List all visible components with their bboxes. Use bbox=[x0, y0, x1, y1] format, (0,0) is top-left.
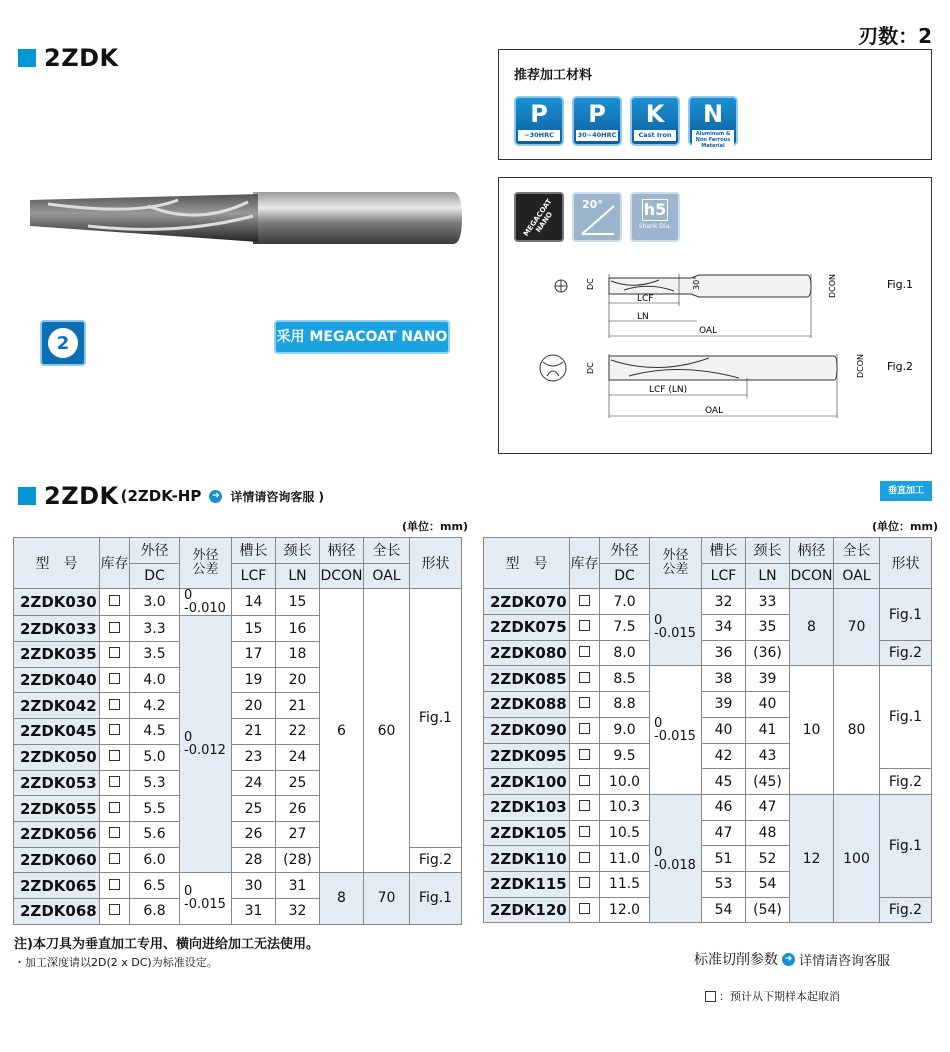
stock-cell bbox=[570, 820, 600, 846]
tol-cell bbox=[650, 666, 702, 794]
stock-cell bbox=[570, 666, 600, 692]
dc-cell: 3.0 bbox=[130, 589, 180, 616]
stock-cell bbox=[570, 615, 600, 641]
material-p-soft: P ~30HRC bbox=[514, 96, 564, 146]
oal-cell: 70 bbox=[834, 589, 880, 666]
col-dcon: DCON bbox=[790, 563, 834, 589]
lcf-cell: 36 bbox=[702, 640, 746, 666]
dc-cell: 10.3 bbox=[600, 794, 650, 820]
material-k-cast-iron: K Cast Iron bbox=[630, 96, 680, 146]
model-cell: 2ZDK110 bbox=[484, 846, 570, 872]
col-stock: 库存 bbox=[100, 538, 130, 589]
col-shape: 形状 bbox=[410, 538, 462, 589]
tol-upper: 0 bbox=[184, 588, 193, 604]
col-flute: 槽长 bbox=[232, 538, 276, 564]
dcon-cell: 8 bbox=[320, 873, 364, 924]
arrow-circle-icon: ➔ bbox=[209, 490, 222, 503]
stock-cell bbox=[100, 847, 130, 873]
model-cell: 2ZDK100 bbox=[484, 769, 570, 795]
model-cell: 2ZDK120 bbox=[484, 897, 570, 923]
col-total: 全长 bbox=[364, 538, 410, 564]
lcf-cell: 53 bbox=[702, 871, 746, 897]
dcon-cell: 8 bbox=[790, 589, 834, 666]
stock-checkbox bbox=[579, 877, 590, 888]
stock-checkbox bbox=[579, 595, 590, 606]
stock-checkbox bbox=[109, 622, 120, 633]
col-shank: 柄径 bbox=[320, 538, 364, 564]
shape-cell: Fig.1 bbox=[880, 666, 932, 769]
flute-count-icon: 2 bbox=[48, 328, 78, 358]
shape-cell: Fig.1 bbox=[880, 794, 932, 897]
lcf-cell: 54 bbox=[702, 897, 746, 923]
shape-cell: Fig.2 bbox=[880, 769, 932, 795]
stock-checkbox bbox=[109, 853, 120, 864]
lcf-cell: 21 bbox=[232, 719, 276, 745]
col-dcon: DCON bbox=[320, 563, 364, 589]
model-cell: 2ZDK050 bbox=[14, 744, 100, 770]
ln-cell: 31 bbox=[276, 873, 320, 899]
col-shape: 形状 bbox=[880, 538, 932, 589]
left-table-body bbox=[14, 589, 462, 924]
unit-label-right: (单位：mm) bbox=[872, 520, 938, 533]
stock-cell bbox=[570, 794, 600, 820]
stock-checkbox bbox=[109, 595, 120, 606]
svg-text:DC: DC bbox=[586, 362, 595, 374]
lcf-cell: 47 bbox=[702, 820, 746, 846]
dc-cell: 10.5 bbox=[600, 820, 650, 846]
dc-cell: 4.0 bbox=[130, 667, 180, 693]
col-oal: OAL bbox=[834, 563, 880, 589]
stock-cell bbox=[100, 667, 130, 693]
lcf-cell: 45 bbox=[702, 769, 746, 795]
model-cell: 2ZDK075 bbox=[484, 615, 570, 641]
dc-cell: 10.0 bbox=[600, 769, 650, 795]
model-cell: 2ZDK042 bbox=[14, 693, 100, 719]
model-cell: 2ZDK085 bbox=[484, 666, 570, 692]
stock-cell bbox=[570, 640, 600, 666]
ln-cell: (36) bbox=[746, 640, 790, 666]
section-subtitle: (2ZDK-HP bbox=[120, 487, 202, 505]
cutting-params-rest: 详情请咨询客服 bbox=[799, 953, 891, 969]
dc-cell: 5.3 bbox=[130, 770, 180, 796]
recommended-materials-panel bbox=[498, 49, 932, 160]
stock-cell bbox=[100, 744, 130, 770]
col-dia: 外径 bbox=[130, 538, 180, 564]
ln-cell: 25 bbox=[276, 770, 320, 796]
model-cell: 2ZDK035 bbox=[14, 642, 100, 668]
two-flute-badge bbox=[40, 320, 86, 366]
stock-cell bbox=[100, 642, 130, 668]
shape-cell: Fig.1 bbox=[410, 589, 462, 847]
tol-lower: -0.010 bbox=[184, 601, 226, 617]
lcf-cell: 23 bbox=[232, 744, 276, 770]
dc-cell: 6.8 bbox=[130, 898, 180, 924]
col-ln: LN bbox=[746, 563, 790, 589]
stock-checkbox bbox=[109, 699, 120, 710]
dcon-cell: 6 bbox=[320, 589, 364, 873]
dc-cell: 5.5 bbox=[130, 796, 180, 822]
dc-cell: 8.8 bbox=[600, 692, 650, 718]
dcon-cell: 10 bbox=[790, 666, 834, 794]
col-dc: DC bbox=[130, 563, 180, 589]
stock-checkbox bbox=[109, 724, 120, 735]
stock-checkbox bbox=[109, 647, 120, 658]
lcf-cell: 24 bbox=[232, 770, 276, 796]
stock-cell bbox=[100, 898, 130, 924]
ln-cell: 22 bbox=[276, 719, 320, 745]
stock-checkbox bbox=[579, 903, 590, 914]
material-p-hard: P 30~40HRC bbox=[572, 96, 622, 146]
stock-checkbox bbox=[109, 879, 120, 890]
col-tol: 外径公差 bbox=[180, 538, 232, 589]
ln-cell: 20 bbox=[276, 667, 320, 693]
model-cell: 2ZDK045 bbox=[14, 719, 100, 745]
tol-lower: -0.015 bbox=[654, 626, 696, 642]
cutting-params-link[interactable] bbox=[694, 949, 890, 969]
dc-cell: 4.2 bbox=[130, 693, 180, 719]
stock-cell bbox=[100, 821, 130, 847]
dc-cell: 9.5 bbox=[600, 743, 650, 769]
stock-checkbox bbox=[109, 904, 120, 915]
svg-text:OAL: OAL bbox=[699, 326, 718, 336]
col-ln: LN bbox=[276, 563, 320, 589]
lcf-cell: 14 bbox=[232, 589, 276, 616]
stock-checkbox bbox=[109, 802, 120, 813]
lcf-cell: 39 bbox=[702, 692, 746, 718]
stock-checkbox bbox=[579, 646, 590, 657]
material-n-nonferrous: N Aluminum & Non Ferrous Material bbox=[688, 96, 738, 146]
stock-cell bbox=[570, 846, 600, 872]
tol-lower: -0.015 bbox=[184, 897, 226, 913]
lcf-cell: 30 bbox=[232, 873, 276, 899]
svg-text:OAL: OAL bbox=[705, 406, 724, 416]
svg-text:DCON: DCON bbox=[856, 353, 865, 378]
dc-cell: 11.5 bbox=[600, 871, 650, 897]
lcf-cell: 15 bbox=[232, 616, 276, 642]
dc-cell: 5.6 bbox=[130, 821, 180, 847]
lcf-cell: 46 bbox=[702, 794, 746, 820]
end-mill-photo bbox=[28, 186, 468, 250]
col-oal: OAL bbox=[364, 563, 410, 589]
megacoat-nano-icon: MEGACOAT NANO bbox=[514, 192, 564, 242]
table-row bbox=[14, 589, 462, 616]
tol-upper: 0 bbox=[654, 613, 663, 629]
lcf-cell: 28 bbox=[232, 847, 276, 873]
ln-cell: 40 bbox=[746, 692, 790, 718]
stock-checkbox bbox=[579, 620, 590, 631]
stock-cell bbox=[100, 719, 130, 745]
lcf-cell: 40 bbox=[702, 717, 746, 743]
checkbox-icon bbox=[705, 991, 716, 1002]
lcf-cell: 20 bbox=[232, 693, 276, 719]
model-cell: 2ZDK090 bbox=[484, 717, 570, 743]
spec-table-left bbox=[13, 537, 462, 925]
model-cell: 2ZDK060 bbox=[14, 847, 100, 873]
col-shank: 柄径 bbox=[790, 538, 834, 564]
tol-cell bbox=[180, 589, 232, 616]
stock-cell bbox=[570, 769, 600, 795]
ln-cell: (54) bbox=[746, 897, 790, 923]
ln-cell: 52 bbox=[746, 846, 790, 872]
unit-label-left: (单位：mm) bbox=[402, 520, 468, 533]
tol-lower: -0.018 bbox=[654, 857, 696, 873]
tol-upper: 0 bbox=[184, 884, 193, 900]
note-main: 注)本刀具为垂直加工专用、横向进给加工无法使用。 bbox=[14, 937, 319, 952]
model-cell: 2ZDK056 bbox=[14, 821, 100, 847]
model-cell: 2ZDK055 bbox=[14, 796, 100, 822]
lcf-cell: 34 bbox=[702, 615, 746, 641]
col-lcf: LCF bbox=[702, 563, 746, 589]
materials-heading: 推荐加工材料 bbox=[514, 68, 593, 83]
model-cell: 2ZDK103 bbox=[484, 794, 570, 820]
tool-dimension-drawing bbox=[499, 178, 933, 455]
stock-cell bbox=[570, 897, 600, 923]
table-row bbox=[14, 873, 462, 899]
dcon-cell: 12 bbox=[790, 794, 834, 922]
stock-cell bbox=[100, 873, 130, 899]
model-cell: 2ZDK030 bbox=[14, 589, 100, 616]
lcf-cell: 51 bbox=[702, 846, 746, 872]
col-total: 全长 bbox=[834, 538, 880, 564]
shape-cell: Fig.2 bbox=[410, 847, 462, 873]
dc-cell: 3.5 bbox=[130, 642, 180, 668]
oal-cell: 70 bbox=[364, 873, 410, 924]
lcf-cell: 25 bbox=[232, 796, 276, 822]
helix-angle-icon: 20° bbox=[572, 192, 622, 242]
section-heading bbox=[18, 482, 324, 510]
section-subtitle-rest: 详情请咨询客服 ) bbox=[230, 489, 325, 504]
ln-cell: 16 bbox=[276, 616, 320, 642]
oal-cell: 80 bbox=[834, 666, 880, 794]
stock-cell bbox=[100, 770, 130, 796]
dc-cell: 3.3 bbox=[130, 616, 180, 642]
ln-cell: (28) bbox=[276, 847, 320, 873]
svg-text:30°: 30° bbox=[692, 275, 701, 290]
product-title: 2ZDK bbox=[44, 44, 119, 72]
stock-checkbox bbox=[579, 749, 590, 760]
dc-cell: 8.5 bbox=[600, 666, 650, 692]
table-row bbox=[484, 666, 932, 692]
stock-cell bbox=[100, 589, 130, 616]
col-dia: 外径 bbox=[600, 538, 650, 564]
svg-text:DCON: DCON bbox=[828, 273, 837, 298]
dc-cell: 7.5 bbox=[600, 615, 650, 641]
tol-upper: 0 bbox=[184, 730, 193, 746]
model-cell: 2ZDK040 bbox=[14, 667, 100, 693]
ln-cell: (45) bbox=[746, 769, 790, 795]
ln-cell: 26 bbox=[276, 796, 320, 822]
model-cell: 2ZDK068 bbox=[14, 898, 100, 924]
model-cell: 2ZDK053 bbox=[14, 770, 100, 796]
stock-cell bbox=[570, 717, 600, 743]
ln-cell: 43 bbox=[746, 743, 790, 769]
dc-cell: 6.5 bbox=[130, 873, 180, 899]
shank-h5-icon: h5 Shank Dia. bbox=[630, 192, 680, 242]
tol-upper: 0 bbox=[654, 844, 663, 860]
legend-note: ：预计从下期样本起取消 bbox=[705, 988, 840, 1004]
cutting-params-label: 标准切削参数 bbox=[694, 952, 778, 968]
stock-checkbox bbox=[579, 672, 590, 683]
tol-cell bbox=[180, 873, 232, 924]
tol-lower: -0.012 bbox=[184, 743, 226, 759]
stock-checkbox bbox=[109, 750, 120, 761]
tol-cell bbox=[180, 616, 232, 873]
ln-cell: 33 bbox=[746, 589, 790, 615]
ln-cell: 15 bbox=[276, 589, 320, 616]
lcf-cell: 32 bbox=[702, 589, 746, 615]
tol-lower: -0.015 bbox=[654, 729, 696, 745]
col-neck: 颈长 bbox=[746, 538, 790, 564]
section-title: 2ZDK bbox=[44, 482, 119, 510]
model-cell: 2ZDK115 bbox=[484, 871, 570, 897]
section-marker bbox=[18, 487, 36, 505]
model-cell: 2ZDK065 bbox=[14, 873, 100, 899]
col-model: 型 号 bbox=[484, 538, 570, 589]
shape-cell: Fig.1 bbox=[410, 873, 462, 924]
model-cell: 2ZDK095 bbox=[484, 743, 570, 769]
table-row bbox=[484, 589, 932, 615]
stock-cell bbox=[100, 796, 130, 822]
shape-cell: Fig.2 bbox=[880, 640, 932, 666]
tol-cell bbox=[650, 589, 702, 666]
dc-cell: 4.5 bbox=[130, 719, 180, 745]
stock-checkbox bbox=[579, 800, 590, 811]
dc-cell: 5.0 bbox=[130, 744, 180, 770]
stock-checkbox bbox=[109, 776, 120, 787]
col-stock: 库存 bbox=[570, 538, 600, 589]
oal-cell: 60 bbox=[364, 589, 410, 873]
megacoat-nano-button[interactable]: 采用 MEGACOAT NANO bbox=[274, 320, 450, 354]
dc-cell: 6.0 bbox=[130, 847, 180, 873]
lcf-cell: 26 bbox=[232, 821, 276, 847]
tol-cell bbox=[650, 794, 702, 922]
stock-cell bbox=[100, 616, 130, 642]
ln-cell: 24 bbox=[276, 744, 320, 770]
vertical-machining-tag: 垂直加工 bbox=[880, 481, 932, 501]
ln-cell: 27 bbox=[276, 821, 320, 847]
stock-checkbox bbox=[579, 775, 590, 786]
stock-cell bbox=[570, 692, 600, 718]
dc-cell: 8.0 bbox=[600, 640, 650, 666]
dc-cell: 7.0 bbox=[600, 589, 650, 615]
dimension-diagram-panel bbox=[498, 177, 932, 454]
stock-checkbox bbox=[109, 673, 120, 684]
dc-cell: 11.0 bbox=[600, 846, 650, 872]
col-model: 型 号 bbox=[14, 538, 100, 589]
ln-cell: 47 bbox=[746, 794, 790, 820]
svg-text:LN: LN bbox=[637, 312, 649, 322]
stock-checkbox bbox=[579, 826, 590, 837]
shape-cell: Fig.1 bbox=[880, 589, 932, 640]
col-flute: 槽长 bbox=[702, 538, 746, 564]
svg-text:LCF (LN): LCF (LN) bbox=[649, 385, 688, 395]
ln-cell: 48 bbox=[746, 820, 790, 846]
title-marker bbox=[18, 49, 36, 67]
dc-cell: 9.0 bbox=[600, 717, 650, 743]
col-lcf: LCF bbox=[232, 563, 276, 589]
stock-checkbox bbox=[579, 723, 590, 734]
shape-cell: Fig.2 bbox=[880, 897, 932, 923]
model-cell: 2ZDK070 bbox=[484, 589, 570, 615]
product-title-block bbox=[18, 44, 119, 72]
oal-cell: 100 bbox=[834, 794, 880, 922]
ln-cell: 39 bbox=[746, 666, 790, 692]
col-tol: 外径公差 bbox=[650, 538, 702, 589]
tol-upper: 0 bbox=[654, 716, 663, 732]
ln-cell: 54 bbox=[746, 871, 790, 897]
model-cell: 2ZDK105 bbox=[484, 820, 570, 846]
lcf-cell: 19 bbox=[232, 667, 276, 693]
table-row bbox=[484, 794, 932, 820]
svg-text:Fig.2: Fig.2 bbox=[887, 360, 914, 373]
arrow-circle-icon: ➔ bbox=[782, 953, 795, 966]
ln-cell: 41 bbox=[746, 717, 790, 743]
stock-cell bbox=[570, 743, 600, 769]
ln-cell: 35 bbox=[746, 615, 790, 641]
lcf-cell: 38 bbox=[702, 666, 746, 692]
ln-cell: 18 bbox=[276, 642, 320, 668]
model-cell: 2ZDK088 bbox=[484, 692, 570, 718]
ln-cell: 32 bbox=[276, 898, 320, 924]
model-cell: 2ZDK033 bbox=[14, 616, 100, 642]
svg-text:DC: DC bbox=[586, 278, 595, 290]
flute-count: 刃数：2 bbox=[858, 24, 932, 48]
model-cell: 2ZDK080 bbox=[484, 640, 570, 666]
stock-checkbox bbox=[579, 697, 590, 708]
note-sub: ・加工深度请以2D(2 x DC)为标准设定。 bbox=[14, 956, 218, 969]
stock-cell bbox=[570, 871, 600, 897]
stock-cell bbox=[100, 693, 130, 719]
col-dc: DC bbox=[600, 563, 650, 589]
lcf-cell: 42 bbox=[702, 743, 746, 769]
stock-checkbox bbox=[579, 852, 590, 863]
ln-cell: 21 bbox=[276, 693, 320, 719]
right-table-body bbox=[484, 589, 932, 923]
svg-text:LCF: LCF bbox=[637, 294, 654, 304]
lcf-cell: 17 bbox=[232, 642, 276, 668]
spec-table-right bbox=[483, 537, 932, 923]
svg-text:Fig.1: Fig.1 bbox=[887, 278, 914, 291]
dc-cell: 12.0 bbox=[600, 897, 650, 923]
col-neck: 颈长 bbox=[276, 538, 320, 564]
stock-cell bbox=[570, 589, 600, 615]
lcf-cell: 31 bbox=[232, 898, 276, 924]
stock-checkbox bbox=[109, 827, 120, 838]
